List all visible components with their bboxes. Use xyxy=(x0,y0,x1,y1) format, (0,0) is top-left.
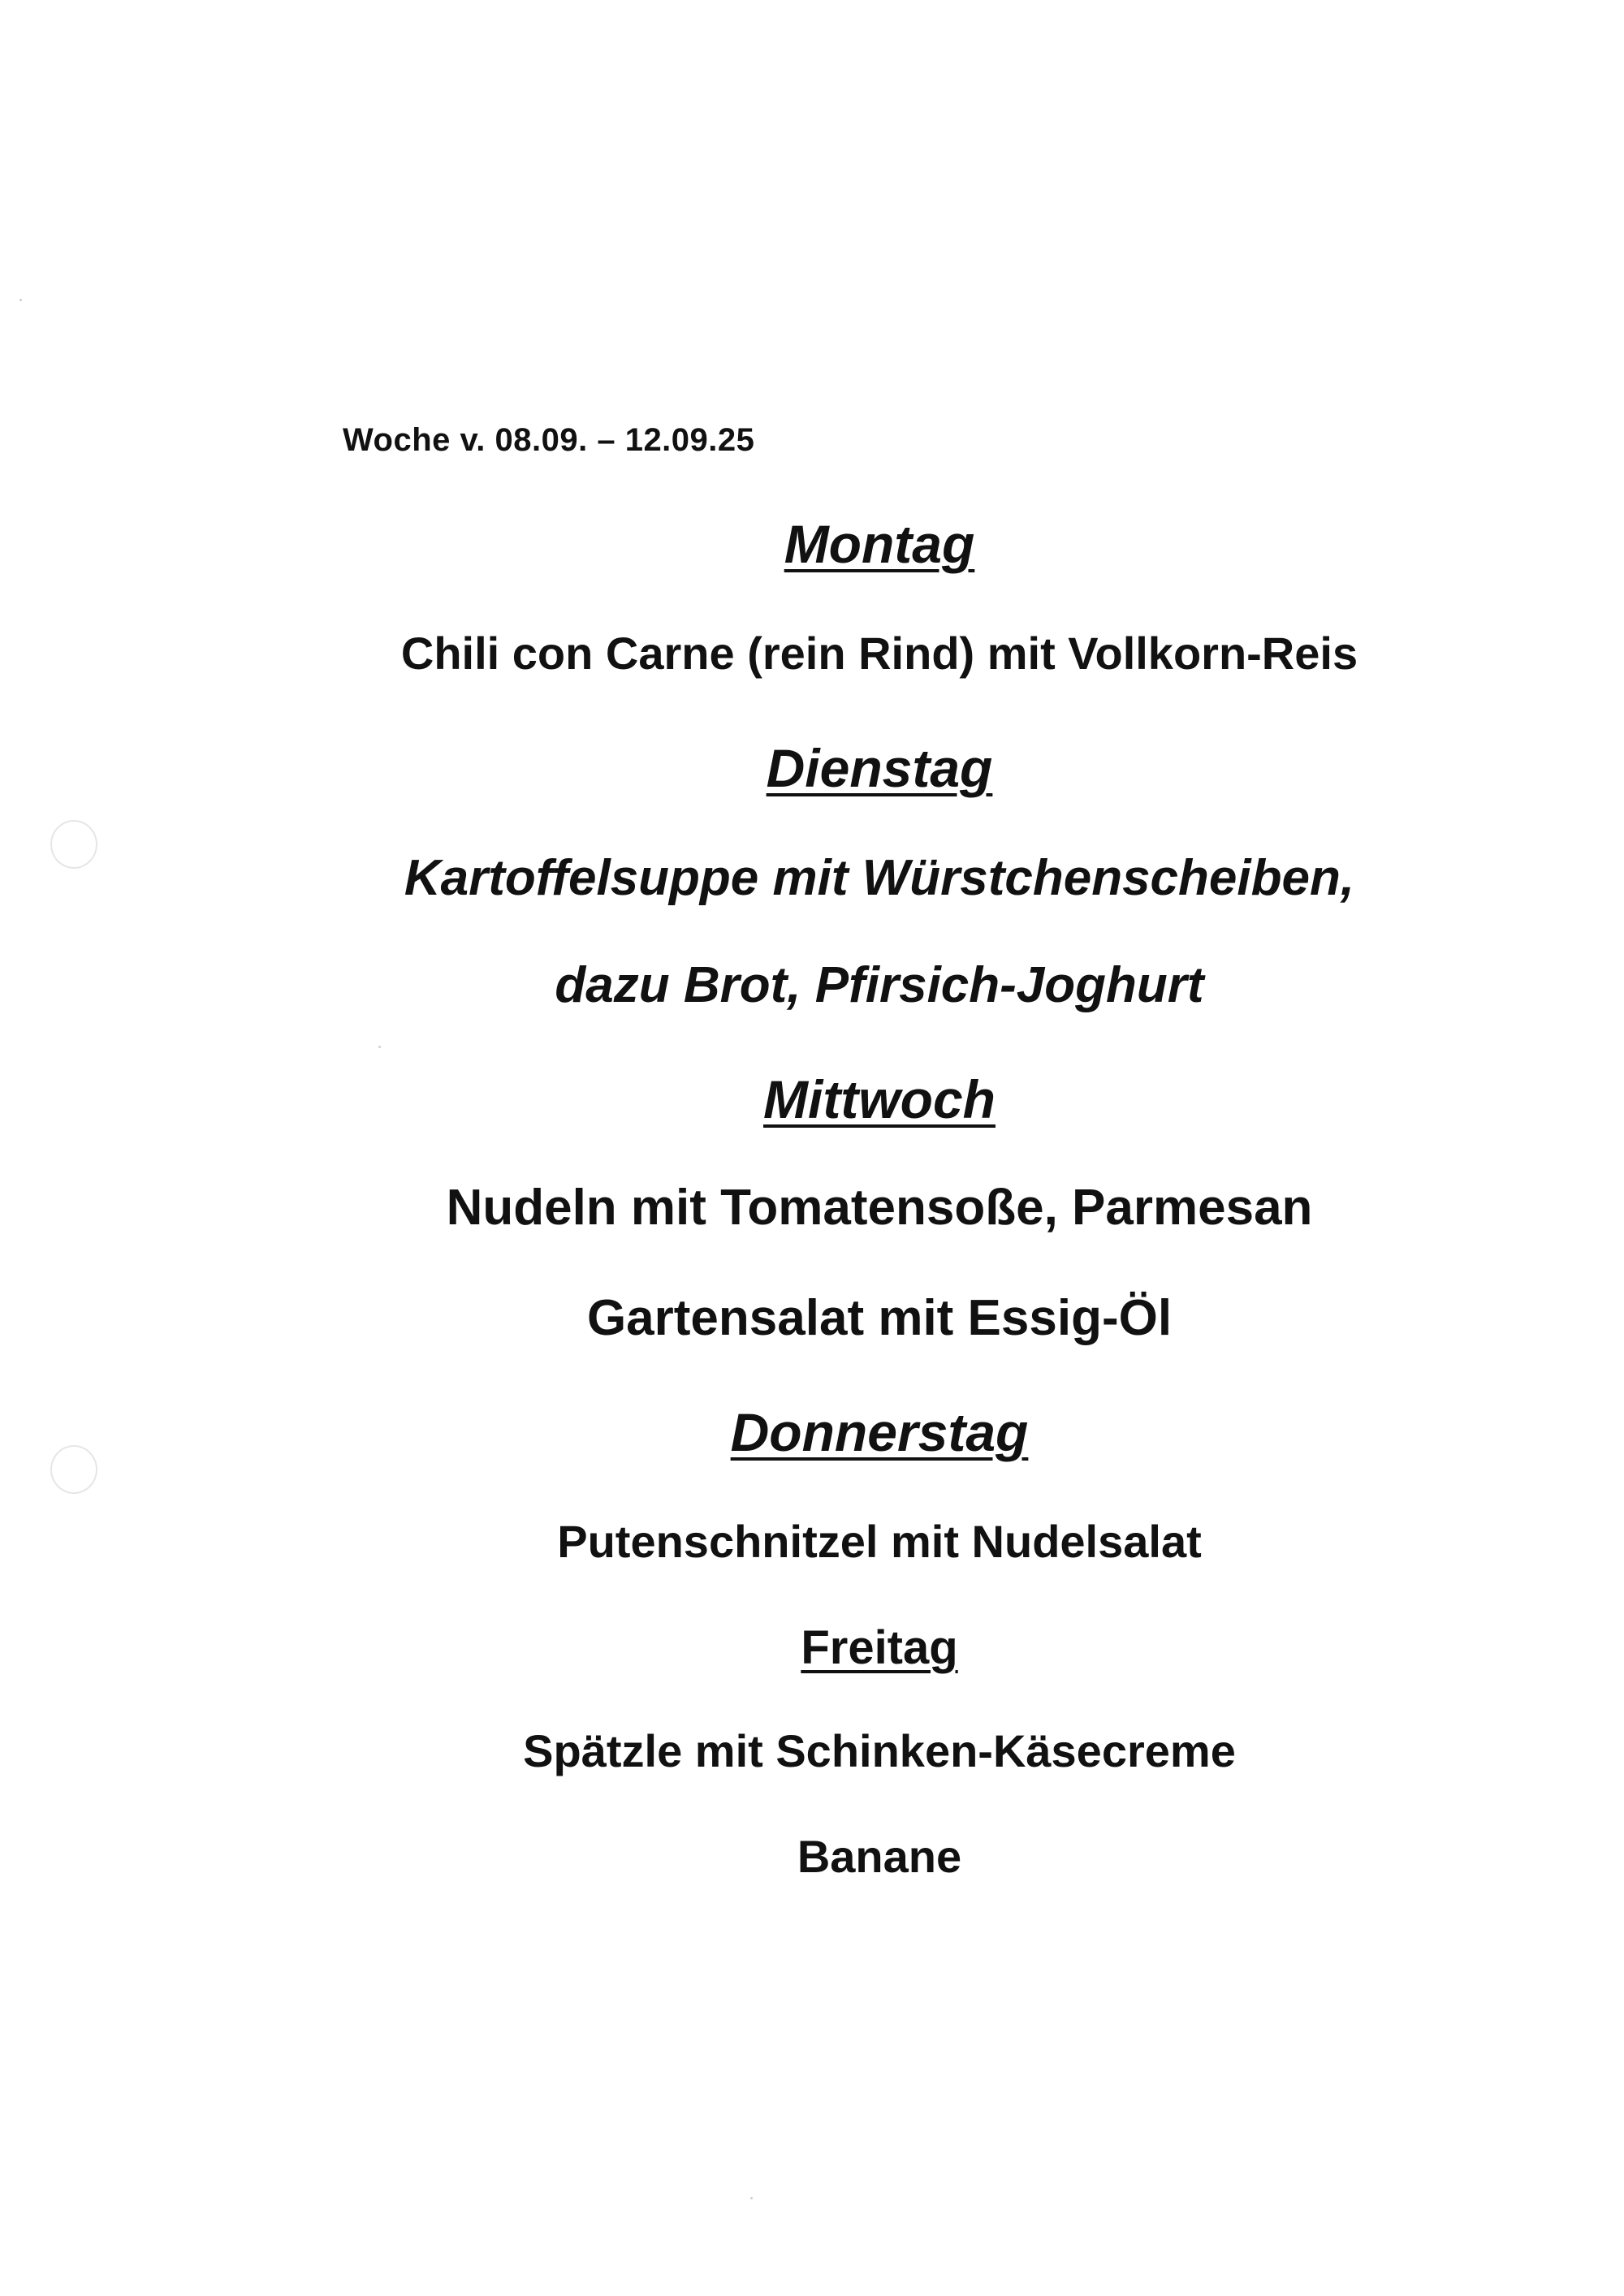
meal-friday-2: Banane xyxy=(797,1831,962,1882)
day-heading-wednesday: Mittwoch xyxy=(763,1069,996,1129)
day-heading-friday: Freitag xyxy=(801,1621,958,1674)
punch-hole-mark-top xyxy=(50,820,97,869)
scan-speck xyxy=(19,299,22,301)
punch-hole-mark-bottom xyxy=(50,1445,97,1494)
week-range: Woche v. 08.09. – 12.09.25 xyxy=(343,422,755,458)
meal-monday-1: Chili con Carne (rein Rind) mit Vollkorn-Reis xyxy=(400,628,1358,679)
meal-wednesday-1: Nudeln mit Tomatensoße, Parmesan xyxy=(446,1180,1313,1236)
meal-tuesday-1: Kartoffelsuppe mit Würstchenscheiben, xyxy=(404,850,1355,906)
day-heading-thursday: Donnerstag xyxy=(730,1402,1029,1462)
meal-tuesday-2: dazu Brot, Pfirsich-Joghurt xyxy=(555,957,1204,1013)
scan-speck xyxy=(750,2197,753,2199)
day-heading-monday: Montag xyxy=(784,514,975,574)
scan-speck xyxy=(378,1046,381,1048)
meal-wednesday-2: Gartensalat mit Essig-Öl xyxy=(586,1290,1173,1346)
day-heading-tuesday: Dienstag xyxy=(766,738,993,798)
meal-thursday-1: Putenschnitzel mit Nudelsalat xyxy=(557,1516,1202,1567)
meal-friday-1: Spätzle mit Schinken-Käsecreme xyxy=(523,1725,1236,1776)
